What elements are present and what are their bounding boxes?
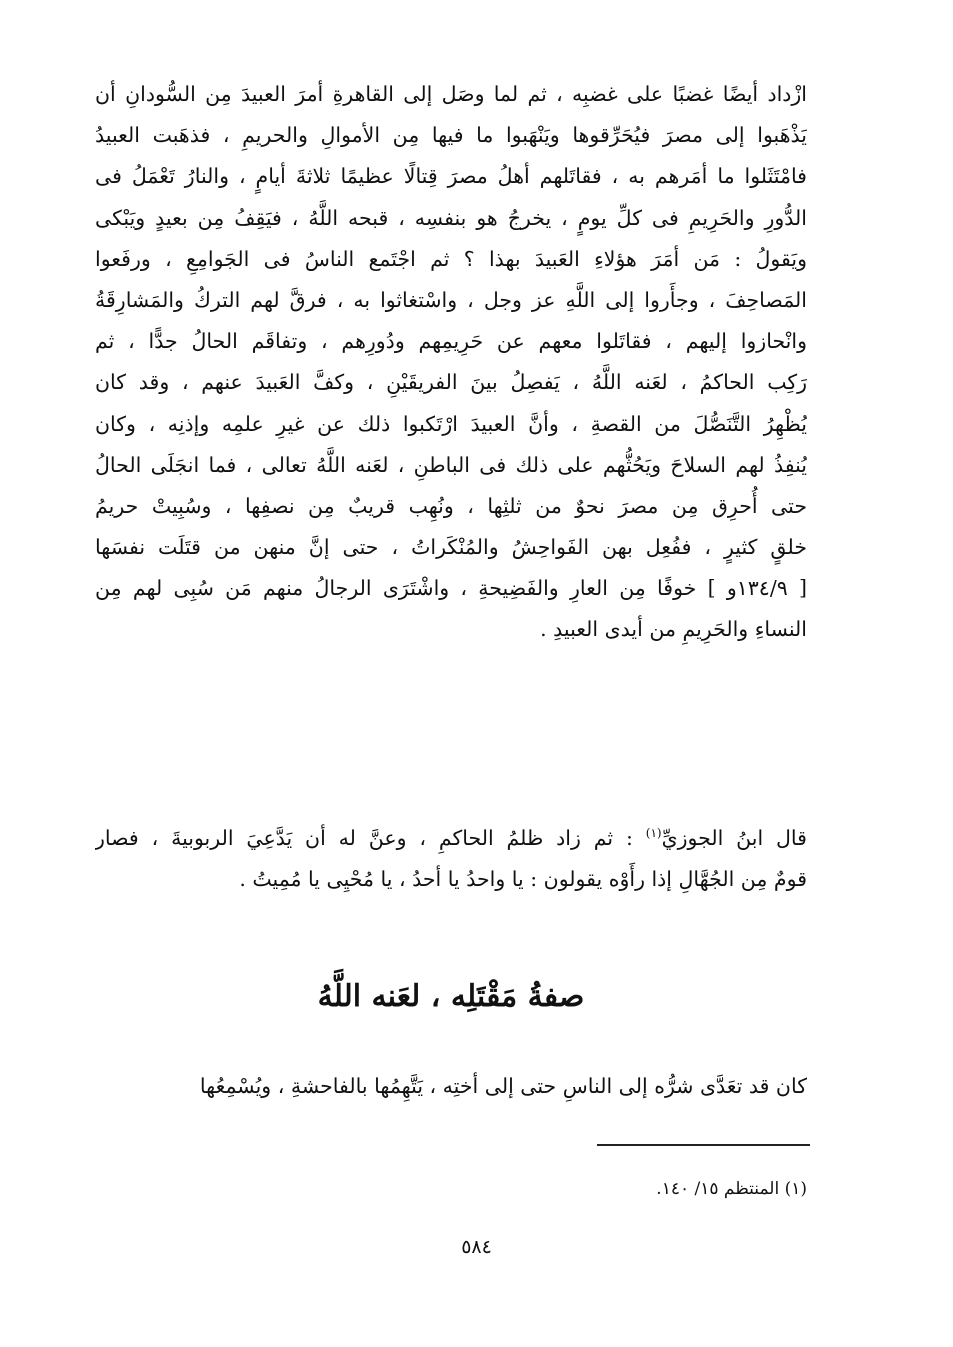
text-line: فامْتَثَلوا ما أمَرهم به ، فقاتَلهم أهلُ مصرَ قِتالًا عظيمًا ثلاثةَ أيامٍ ، والنارُ تَعْمَلُ فى — [95, 164, 807, 189]
text-line: [ ١٣٤/٩و ] خوفًا مِن العارِ والفَضِيحةِ ، واشْتَرَى الرجالُ منهم مَن سُبِى لهم مِن — [95, 576, 807, 601]
paragraph-section — [95, 1066, 807, 1107]
section-heading: صفةُ مَقْتَلِه ، لعَنه اللَّهُ — [317, 979, 585, 1014]
text-line: ازْداد أيضًا غضبًا على غضبِه ، ثم لما وصَل إلى القاهرةِ أمرَ العبيدَ مِن السُّودانِ أن — [95, 82, 807, 106]
footnote: (١) المنتظم ١٥/ ١٤٠. — [656, 1179, 807, 1199]
text-line: يَذْهَبوا إلى مصرَ فيُحَرِّقوها ويَنْهَبوا ما فيها مِن الأموالِ والحريمِ ، فذهَبت العبيدُ — [95, 123, 807, 148]
text-line: ويَقولُ : مَن أمَرَ هؤلاءِ العَبيدَ بهذا ؟ ثم اجْتَمع الناسُ فى الجَوامِعِ ، ورفَعوا — [95, 246, 807, 271]
text-line: وانْحازوا إليهم ، فقاتَلوا معهم عن حَرِيمِهم ودُورِهم ، وتفاقَم الحالُ جدًّا ، ثم — [95, 329, 807, 354]
text-line: يُظْهِرُ التَّنَصُّلَ من القصةِ ، وأنَّ العبيدَ ارْتَكبوا ذلك عن غيرِ علمِه وإذنِه ، وكان — [95, 411, 807, 436]
paragraph-main — [95, 74, 807, 651]
text-line: كان قد تعَدَّى شرُّه إلى الناسِ حتى إلى أختِه ، يَتَّهِمُها بالفاحشةِ ، ويُسْمِعُها — [199, 1074, 807, 1098]
text-line: قومٌ مِن الجُهَّالِ إذا رأَوْه يقولون : يا واحدُ يا أحدُ ، يا مُحْيِى يا مُمِيتُ . — [239, 867, 807, 892]
text-line: النساءِ والحَرِيمِ من أيدى العبيدِ . — [540, 617, 807, 642]
paragraph-quote — [95, 818, 807, 900]
quote-text: : ثم زاد ظلمُ الحاكمِ ، وعنَّ له أن يَدَّعِيَ الربوبيةَ ، فصار — [95, 826, 646, 850]
page-number: ٥٨٤ — [461, 1236, 492, 1258]
text-line: خلقٍ كثيرٍ ، ففُعِل بهن الفَواحِشُ والمُنْكَراتُ ، حتى إنَّ منهن من قتَلَت نفسَها — [95, 535, 807, 560]
footnote-reference[interactable]: (١) — [645, 826, 662, 841]
text-line: رَكِب الحاكمُ ، لعَنه اللَّهُ ، يَفصِلُ بينَ الفريقَيْنِ ، وكفَّ العَبيدَ عنهم ، وقد كان — [95, 370, 807, 395]
quote-attribution: قال ابنُ الجوزيِّ — [661, 826, 807, 850]
text-line — [95, 818, 807, 859]
text-line: يُنفِذُ لهم السلاحَ ويَحُثُّهم على ذلك فى الباطنِ ، لعَنه اللَّهُ تعالى ، فما انجَلَى الحالُ — [95, 452, 807, 477]
text-line: المَصاحِفَ ، وجأَروا إلى اللَّهِ عز وجل ، واسْتغاثوا به ، فرقَّ لهم التركُ والمَشارِقَةُ — [95, 287, 807, 312]
text-line: الدُّورِ والحَرِيمِ فى كلِّ يومٍ ، يخرجُ هو بنفسِه ، قبحه اللَّهُ ، فيَقِفُ مِن بعيدٍ ويَبْكى — [95, 205, 807, 230]
text-line: حتى أُحرِق مِن مصرَ نحوٌ من ثلثِها ، ونُهِب قريبٌ مِن نصفِها ، وسُبِيتْ حريمُ — [95, 493, 807, 518]
footnote-divider — [597, 1144, 810, 1146]
